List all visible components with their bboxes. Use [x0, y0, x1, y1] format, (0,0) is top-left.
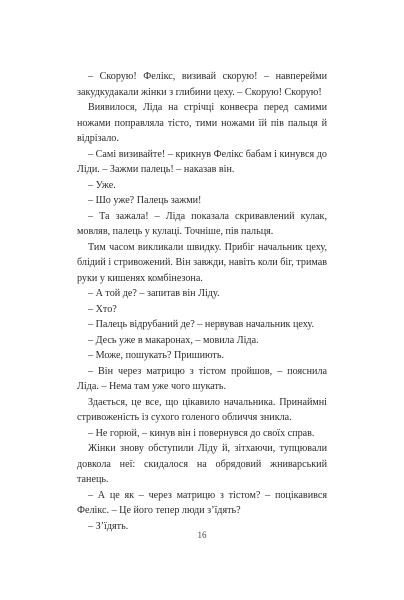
paragraph: – А це як – через матрицю з тістом? – поцікавився Фелікс. – Це його тепер люди з’їдять?: [77, 489, 327, 516]
paragraph: – З’їдять.: [88, 520, 129, 532]
page-body-text: [77, 69, 327, 534]
paragraph: – Уже.: [88, 179, 116, 191]
paragraph: – Самі визивайте! – крикнув Фелікс бабам і кинувся до Ліди. – Зажми палець! – наказав він.: [77, 148, 327, 175]
paragraph: – Хто?: [88, 303, 117, 315]
paragraph: Жінки знову обступили Ліду й, зітхаючи, тупцювали довкола неї: скидалося на обрядовий жниварський танець.: [77, 443, 327, 485]
paragraph: – Може, пошукать? Пришиють.: [88, 350, 224, 361]
paragraph: Тим часом викликали швидку. Прибіг начальник цеху, блідий і стривожений. Він завжди, навіть коли біг, тримав руки у кишенях комбінезона.: [77, 241, 327, 284]
paragraph: Здається, це все, що цікавило начальника. Принаймні стривоженість із сухого голеного обличчя зникла.: [77, 396, 327, 423]
paragraph: – Не горюй, – кинув він і повернувся до своїх справ.: [88, 427, 315, 439]
paragraph: Виявилося, Ліда на стрічці конвеєра перед самими ножами поправляла тісто, тими ножами їй пів пальця й відрізало.: [77, 102, 327, 144]
paragraph: – Палець відрубаний де? – нервував начальник цеху.: [88, 319, 314, 330]
paragraph: – Скорую! Фелікс, визивай скорую! – навперейми закудкудакали жінки з глибини цеху. – Скорую! Скорую!: [77, 71, 327, 98]
paragraph: – Шо уже? Палець зажми!: [88, 195, 202, 206]
page-number: 16: [197, 530, 207, 540]
paragraph: – А той де? – запитав він Ліду.: [88, 288, 220, 299]
paragraph: – Він через матрицю з тістом пройшов, – пояснила Ліда. – Нема там уже чого шукать.: [77, 365, 327, 392]
paragraph: – Десь уже в макаронах, – мовила Ліда.: [88, 334, 259, 346]
paragraph: – Та зажала! – Ліда показала скривавлений кулак, мовляв, палець у кулаці. Точніше, пів пальця.: [77, 210, 327, 237]
